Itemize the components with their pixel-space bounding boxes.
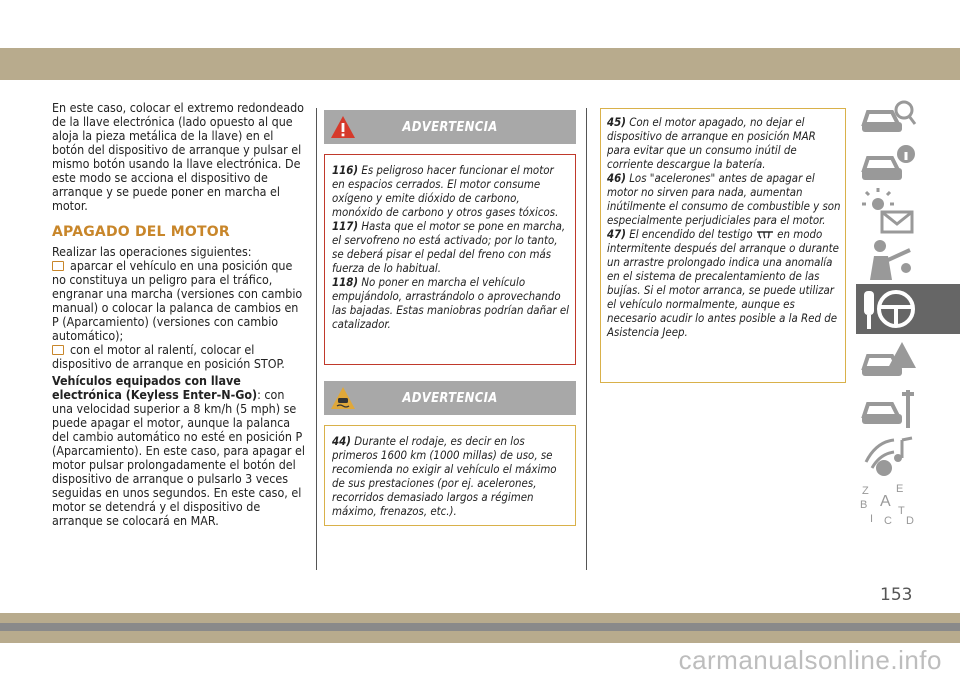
multimedia-navigation-icon[interactable] xyxy=(858,432,918,480)
car-search-icon[interactable] xyxy=(858,92,918,140)
warning-box-1 xyxy=(324,154,576,365)
main-text-column xyxy=(52,101,307,528)
key-steering-wheel-icon[interactable] xyxy=(858,285,918,333)
svg-text:I: I xyxy=(870,513,874,525)
operations-intro: Realizar las operaciones siguientes: xyxy=(52,244,252,259)
car-info-icon[interactable] xyxy=(858,140,918,188)
item-number: 118) xyxy=(332,275,359,289)
page-number: 153 xyxy=(880,585,913,605)
bullet-item-1 xyxy=(52,259,307,343)
safety-seat-icon[interactable] xyxy=(858,236,918,284)
keyless-bold-label: Vehículos equipados con llave electrónica (Keyless Enter-N-Go) xyxy=(52,373,258,402)
bottom-line xyxy=(0,623,960,631)
intro-paragraph: En este caso, colocar el extremo redondeado de la llave electrónica (lado opuesto al que aloja la pieza metálica de la llave) en el botón del dispositivo de arranque y pulsar el mismo botón usando la llave electrónica. De este modo se acciona el dispositivo de arranque y se puede poner en marcha el motor. xyxy=(52,100,304,213)
item-text: en modo intermitente después del arranque o durante un arrastre prolongado indica una anomalía en el sistema de precalentamiento de las bujías. Si el motor arranca, se puede utilizar el vehículo normalmente, aunque es necesario acudir lo antes posible a la Red de Asistencia Jeep. xyxy=(607,227,839,339)
note-item-46 xyxy=(607,171,841,227)
warning-item-117 xyxy=(332,219,569,275)
svg-text:D: D xyxy=(906,515,914,527)
svg-text:C: C xyxy=(884,515,892,527)
bullet-1-text: aparcar el vehículo en una posición que no constituya un peligro para el tráfico, engranar una marcha (versiones con cambio manual) o colocar la palanca de cambios en P (Aparcamiento) (versiones con cambio automático); xyxy=(52,258,303,343)
top-band-bar xyxy=(0,48,960,80)
item-text: Durante el rodaje, es decir en los primeros 1600 km (1000 millas) de uso, se recomienda no exigir al vehículo el máximo de sus prestaciones (por ej. acelerones, recorridos demasiado largos a régimen máximo, frenazos, etc.). xyxy=(332,434,557,518)
glow-plug-warning-icon xyxy=(756,230,774,240)
warning-item-118 xyxy=(332,275,569,331)
item-number: 46) xyxy=(607,171,626,185)
svg-text:B: B xyxy=(860,499,868,511)
svg-text:E: E xyxy=(896,483,904,495)
item-text: Es peligroso hacer funcionar el motor en espacios cerrados. El motor consume oxígeno y emite dióxido de carbono, monóxido de carbono y otros gases tóxicos. xyxy=(332,163,559,219)
item-text: Hasta que el motor se pone en marcha, el servofreno no está activado; por lo tanto, se deberá pisar el pedal del freno con más fuerza de lo habitual. xyxy=(332,219,566,275)
item-number: 47) xyxy=(607,227,626,241)
warning-item-44 xyxy=(332,434,569,518)
car-maintenance-tools-icon[interactable] xyxy=(858,384,918,432)
column-divider-2 xyxy=(586,108,587,570)
warning-item-116 xyxy=(332,163,569,219)
item-number: 44) xyxy=(332,434,351,448)
bullet-item-2 xyxy=(52,343,307,371)
svg-text:A: A xyxy=(880,493,891,510)
item-number: 45) xyxy=(607,115,626,129)
item-text: El encendido del testigo xyxy=(629,227,753,241)
warning-header-1 xyxy=(324,110,576,144)
note-item-47 xyxy=(607,227,841,339)
warning-header-2 xyxy=(324,381,576,415)
warning-box-2 xyxy=(324,425,576,526)
keyless-paragraph xyxy=(52,374,307,528)
checkbox-bullet-icon xyxy=(52,261,64,271)
warning-title-2: ADVERTENCIA xyxy=(402,391,498,406)
alphabetical-index-icon[interactable] xyxy=(858,480,918,528)
svg-text:Z: Z xyxy=(862,485,869,497)
column-divider-1 xyxy=(316,108,317,570)
keyless-text: : con una velocidad superior a 8 km/h (5 mph) se puede apagar el motor, aunque la palanca del cambio automático no esté en posición P (Aparcamiento). En este caso, para apagar el motor pulsar prolongadamente el botón del dispositivo de arranque o pulsarlo 3 veces seguidas en unos segundos. En este caso, el motor se detendrá y el dispositivo de arranque se colocará en MAR. xyxy=(52,387,305,528)
top-band xyxy=(0,0,960,55)
section-heading: APAGADO DEL MOTOR xyxy=(52,224,230,240)
watermark: carmanualsonline.info xyxy=(678,645,942,675)
warning-lights-message-icon[interactable] xyxy=(858,188,918,236)
item-number: 117) xyxy=(332,219,359,233)
warning-title-1: ADVERTENCIA xyxy=(402,120,498,135)
checkbox-bullet-icon xyxy=(52,345,64,355)
item-text: Con el motor apagado, no dejar el dispositivo de arranque en posición MAR para evitar que un consumo inútil de corriente descargue la batería. xyxy=(607,115,816,171)
notes-box xyxy=(600,108,846,383)
emergency-car-icon[interactable] xyxy=(858,336,918,384)
note-item-45 xyxy=(607,115,841,171)
item-text: No poner en marcha el vehículo empujándolo, arrastrándolo o aprovechando las bajadas. Estas maniobras podrían dañar el catalizador. xyxy=(332,275,569,331)
svg-text:T: T xyxy=(898,505,905,517)
bullet-2-text: con el motor al ralentí, colocar el dispositivo de arranque en posición STOP. xyxy=(52,342,285,371)
item-number: 116) xyxy=(332,163,359,177)
item-text: Los "acelerones" antes de apagar el motor no sirven para nada, aumentan inútilmente el consumo de combustible y son especialmente perjudiciales para el motor. xyxy=(607,171,841,227)
